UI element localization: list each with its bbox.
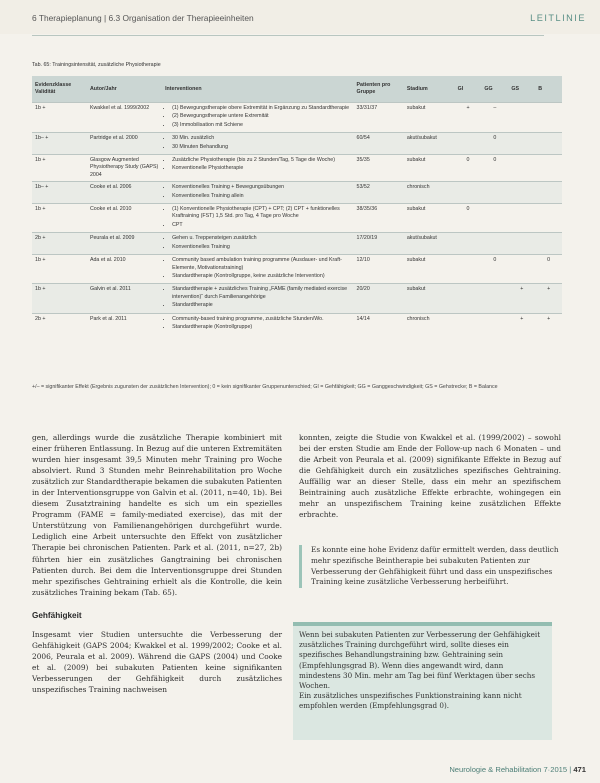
table-row [32,313,562,334]
cell-evidence: 1b + [32,204,87,233]
cell-gg [481,182,508,204]
section-title: 6 Therapieplanung | 6.3 Organisation der Therapieeinheiten [32,13,254,23]
running-header [0,0,600,34]
recommendation-text: Wenn bei subakuten Patienten zur Verbesserung der Gehfähigkeit zusätzliches Training durchgeführt wird, sollte dieses ein spezifisches Behandlungstraining bzw. Gehtraining sein (Empfehlungsgrad B). Wenn dies angewandt wird, dann mindestens 30 Min. mehr am Tag bei fünf Werktagen über sechs Wochen. [299,630,541,691]
cell-evidence: 1b + [32,255,87,284]
cell-stage: subakut [404,204,455,233]
cell-gi [455,182,482,204]
cell-author: Glasgow Augmented Physiotherapy Study (GAPS) 2004 [87,155,162,182]
cell-gg [481,233,508,255]
cell-b [535,233,562,255]
cell-gg: – [481,103,508,133]
cell-gg: 0 [481,255,508,284]
intervention-item: • (1) Bewegungstherapie obere Extremität in Ergänzung zu Standardtherapie [172,105,350,112]
cell-gg [481,313,508,334]
intervention-item: • (1) Konventionelle Physiotherapie (CPT) + CPT; (2) CPT + funktionelles Kraftraining (FST) 1,5 Std. pro Tag, 4 Tage pro Woche [172,206,350,221]
intervention-item: • (2) Bewegungstherapie untere Extremität [172,113,350,120]
cell-gs: + [508,313,535,334]
cell-gg: 0 [481,155,508,182]
intervention-item: • Standardtherapie (Kontrollgruppe) [172,324,350,331]
intervention-item: • Konventionelle Physiotherapie [172,165,350,172]
cell-gs [508,133,535,155]
col-header-stage: Stadium [406,85,428,92]
cell-patients: 35/35 [354,155,404,182]
cell-author: Peurala et al. 2009 [87,233,162,255]
cell-gi [455,313,482,334]
cell-stage: chronisch [404,182,455,204]
cell-interventions [162,204,353,233]
intervention-item: • Konventionelles Training allein [172,193,350,200]
table-row [32,284,562,313]
intervention-item: • CPT [172,222,350,229]
cell-interventions [162,155,353,182]
journal-name: Neurologie & Rehabilitation 7·2015 | [449,765,572,774]
left-text-column [32,432,282,695]
col-header-gs: GS [511,85,520,92]
cell-b [535,155,562,182]
intervention-item: • (3) Immobilisation mit Schiene [172,122,350,129]
table-row [32,255,562,284]
right-text-column [299,432,561,520]
cell-author: Kwakkel et al. 1999/2002 [87,103,162,133]
cell-author: Park et al. 2011 [87,313,162,334]
cell-gs [508,103,535,133]
cell-interventions [162,233,353,255]
col-header-gg: GG [484,85,493,92]
cell-interventions [162,133,353,155]
cell-interventions [162,103,353,133]
col-header-patients: Patienten pro Gruppe [356,82,391,95]
cell-interventions [162,284,353,313]
cell-evidence: 1b + [32,103,87,133]
cell-patients: 53/52 [354,182,404,204]
evidence-statement: Es konnte eine hohe Evidenz dafür ermittelt werden, dass deutlich mehr spezifische Beintherapie bei subakuten Patienten zur Verbesserung der Gehfähigkeit führt und dass ein unspezifisches Training keine zusätzliche Verbesserung herbeiführt. [299,545,566,588]
guideline-label: LEITLINIE [530,13,586,23]
recommendation-text: Ein zusätzliches unspezifisches Funktionstraining kann nicht empfohlen werden (Empfehlungsgrad 0). [299,691,522,711]
cell-gs [508,255,535,284]
table-footnote: +/– = signifikanter Effekt (Ergebnis zugunsten der zusätzlichen Intervention); 0 = kein signifikanter Gruppenunterschied; GI = Gehfähigkeit; GG = Ganggeschwindigkeit; GS = Gehstrecke; B = Balance [32,384,498,390]
cell-interventions [162,182,353,204]
cell-gi: 0 [455,204,482,233]
page-number: 471 [573,765,586,774]
intervention-item: • Standardtherapie [172,302,350,309]
table-row [32,233,562,255]
body-paragraph: konnten, zeigte die Studie von Kwakkel et al. (1999/2002) – sowohl bei der ersten Studie am Ende der Follow-up nach 6 Monaten – und die Arbeit von Peurala et al. (2009) signifikante Effekte in Bezug auf die Gehfähigkeit durch ein zusätzliches spezifisches Gehtraining. Auffällig war an dieser Stelle, dass ein mehr an spezifischem Beintraining auch zusätzliche Effekte erbrachte, wohingegen ein mehr an unspezifischem Training keine zusätzlichen Effekte erbrachte. [299,433,561,520]
cell-stage: subakut [404,255,455,284]
cell-author: Cooke et al. 2006 [87,182,162,204]
intervention-item: • 30 Minuten Behandlung [172,144,350,151]
cell-patients: 60/54 [354,133,404,155]
cell-patients: 14/14 [354,313,404,334]
cell-stage: subakut [404,284,455,313]
cell-gi: + [455,103,482,133]
cell-gi [455,284,482,313]
table-row [32,155,562,182]
cell-b [535,103,562,133]
recommendation-box [293,622,552,740]
intervention-item: • 30 Min. zusätzlich [172,135,350,142]
intervention-item: • Gehen u. Treppensteigen zusätzlich [172,235,350,242]
cell-b: 0 [535,255,562,284]
col-header-author: Autor/Jahr [89,85,117,92]
cell-gs [508,204,535,233]
cell-stage: subakut [404,103,455,133]
table-row [32,204,562,233]
cell-author: Cooke et al. 2010 [87,204,162,233]
col-header-b: B [538,85,543,92]
table-row [32,103,562,133]
cell-gs [508,233,535,255]
cell-stage: chronisch [404,313,455,334]
cell-evidence: 1b– + [32,133,87,155]
section-heading: Gehfähigkeit [32,610,82,620]
cell-evidence: 2b + [32,313,87,334]
intervention-item: • Community based ambulation training programme (Ausdauer- und Kraft-Elemente, Motivationstraining) [172,257,350,272]
intervention-item: • Standardtherapie (Kontrollgruppe, keine zusätzliche Intervention) [172,273,350,280]
table-caption: Tab. 65: Trainingsintensität, zusätzliche Physiotherapie [32,62,161,68]
table-row [32,133,562,155]
cell-author: Partridge et al. 2000 [87,133,162,155]
cell-gg [481,284,508,313]
cell-gi [455,133,482,155]
cell-b [535,204,562,233]
cell-evidence: 1b + [32,284,87,313]
header-divider [32,35,544,36]
cell-gi: 0 [455,155,482,182]
cell-b [535,133,562,155]
intervention-item: • Community-based training programme, zusätzliche Stunden/Wo. [172,316,350,323]
intervention-item: • Zusätzliche Physiotherapie (bis zu 2 Stunden/Tag, 5 Tage die Woche) [172,157,350,164]
cell-stage: akut/subakut [404,233,455,255]
col-header-interventions: Interventionen [165,85,202,92]
intervention-item: • Standardtherapie + zusätzliches Training „FAME (family mediated exercise intervention)“ durch Familienangehörige [172,286,350,301]
table-body [32,103,562,335]
cell-evidence: 1b– + [32,182,87,204]
cell-gi [455,255,482,284]
cell-evidence: 1b + [32,155,87,182]
body-paragraph: Insgesamt vier Studien untersuchte die Verbesserung der Gehfähigkeit (GAPS 2004; Kwakkel et al. 1999/2002; Cooke et al. 2006, Peurala et al. 2009). Während die GAPS (2004) und Cooke et al. (2009) bei subakuten Patienten keine signifikanten Verbesserungen der Gehfähigkeit durch zusätzliches unspezifisches Training nachweisen [32,629,282,694]
cell-patients: 17/20/19 [354,233,404,255]
cell-interventions [162,255,353,284]
cell-author: Galvin et al. 2011 [87,284,162,313]
study-table [32,76,562,334]
cell-gs [508,182,535,204]
cell-gs [508,155,535,182]
cell-b [535,182,562,204]
cell-b: + [535,284,562,313]
cell-evidence: 2b + [32,233,87,255]
cell-stage: subakut [404,155,455,182]
cell-gi [455,233,482,255]
cell-gs: + [508,284,535,313]
cell-gg: 0 [481,133,508,155]
cell-author: Ada et al. 2010 [87,255,162,284]
cell-b: + [535,313,562,334]
col-header-gi: GI [457,85,464,92]
intervention-item: • Konventionelles Training [172,244,350,251]
page-footer [449,765,586,774]
cell-gg [481,204,508,233]
cell-patients: 38/35/36 [354,204,404,233]
cell-patients: 12/10 [354,255,404,284]
table-header-row [32,76,562,103]
body-paragraph: gen, allerdings wurde die zusätzliche Therapie kombiniert mit einer früheren Entlassung. In Bezug auf die unteren Extremitäten wurden hier insgesamt 39,5 Minuten mehr Training pro Woche absolviert. Rund 3 Stunden mehr Beinrehabilitation pro Woche zusätzlich zur Standardtherapie bekamen die subakuten Patienten in der Interventionsgruppe von Galvin et al. (2011, n=40, 1b). Bei diesem Zusatztraining handelte es sich um ein spezielles Programm (FAME = family-mediated exercise), das mit der Unterstützung von Familienangehörigen durchgeführt wurde. Lediglich eine Arbeit untersuchte den Effekt von zusätzlicher Therapie bei chronischen Patienten. Park et al. (2011, n=27, 2b) führten hier ein zusätzliches Gangtraining bei chronischen Patienten durch. Bei dem die Interventionsgruppe drei Stunden mehr spezifisches Gehtraining erhielt als die Kontrolle, die kein zusätzliches Training bekam (Tab. 65). [32,433,282,597]
col-header-evidence: Evidenzklasse Validität [35,82,72,95]
intervention-item: • Konventionelles Training + Bewegungsübungen [172,184,350,191]
cell-stage: akut/subakut [404,133,455,155]
table-row [32,182,562,204]
cell-patients: 33/31/37 [354,103,404,133]
cell-interventions [162,313,353,334]
cell-patients: 20/20 [354,284,404,313]
